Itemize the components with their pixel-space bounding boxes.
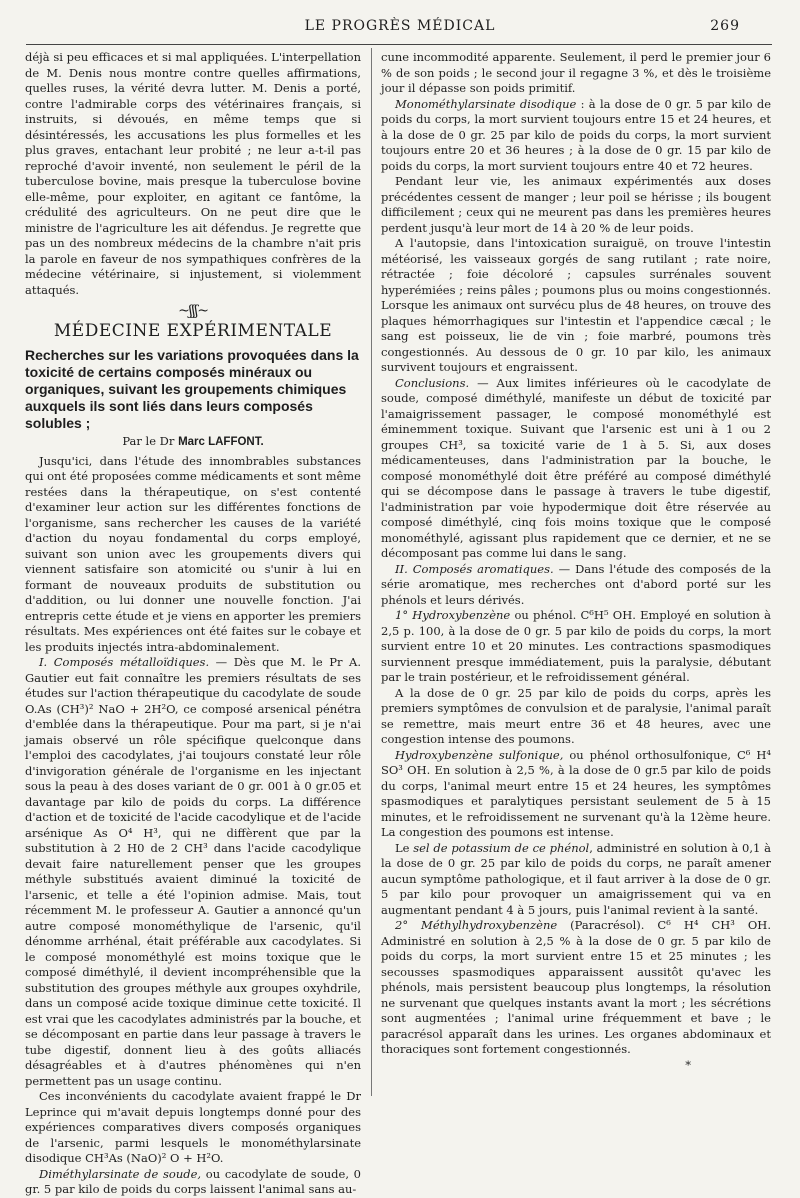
compound-label: Monométhylarsinate disodique — [395, 96, 577, 111]
ornament-divider: ~ʃʃʃ~ — [178, 303, 208, 319]
byline-prefix: Par le Dr — [122, 434, 175, 448]
paragraph-paracresol: 2° Méthylhydroxybenzène (Paracrésol). C⁶ H⁴ CH³ OH. Administré en solution à 2,5 % à la dose de 0 gr. 5 par kilo de poids du corps, la mort survient entre 15 et 25 minutes ; les secousses spasmodiques apparaissent aussitôt qu'avec les phénols, mais persistent beaucoup plus longtemps, la résolution ne survenant que quelques instants avant la mort ; les sécrétions sont augmentées ; l'animal urine fréquemment et bave ; le paracrésol apparaît dans les urines. Les organes abdominaux et thoraciques sont fortement congestionnés. — [381, 918, 771, 1056]
paragraph-aromatic: II. Composés aromatiques. — Dans l'étude des composés de la série aromatique, mes recherches ont d'abord porté sur les phénols et leurs dérivés. — [381, 561, 772, 607]
compound-label: 1° Hydroxybenzène — [395, 608, 511, 622]
compound-label: 2° Méthylhydroxybenzène — [395, 918, 558, 932]
journal-title: LE PROGRÈS MÉDICAL — [304, 18, 496, 34]
page-number: 269 — [710, 18, 740, 34]
subsection-label: II. Composés aromatiques. — [395, 561, 554, 576]
column-divider — [371, 48, 372, 1096]
paragraph-intro: Jusqu'ici, dans l'étude des innombrables substances qui ont été proposées comme médicaments et sont même restées dans la thérapeutique, on s'est contenté d'examiner leur action sur les différentes fonctions de l'organisme, sans rechercher les causes de la variété d'action du noyau fondamental du corps employé, suivant son union avec les groupements divers qui viennent satisfaire son atomicité ou s'unir à lui en formant de nouveaux produits de substitution ou d'addition, ou lui donner une nouvelle fonction. J'ai entrepris cette étude et je viens en apporter les premiers résultats. Mes expériences ont été faites sur le cobaye et les produits injectés intra-abdominalement. — [25, 453, 361, 654]
byline — [25, 434, 361, 451]
paragraph-phenol: 1° Hydroxybenzène ou phénol. C⁶H⁵ OH. Employé en solution à 2,5 p. 100, à la dose de 0 gr. 5 par kilo de poids du corps, la mort survient entre 10 et 20 minutes. Les contractions spasmodiques surviennent presque immédiatement, puis la paralysie, débutant par le train postérieur, et le refroidissement général. — [381, 608, 771, 684]
paragraph-symptoms: Pendant leur vie, les animaux expérimentés aux doses précédentes cessent de manger ; leur poil se hérisse ; ils bougent difficilement ; ceux qui ne meurent pas dans les premières heures perdent jusqu'à leur mort de 14 à 20 % de leur poids. — [381, 174, 771, 235]
paragraph-continuation: cune incommodité apparente. Seulement, il perd le premier jour 6 % de son poids ; le second jour il regagne 3 %, et dès le troisième jour il dépasse son poids primitif. — [381, 50, 771, 95]
paragraph-phenol-low-dose: A la dose de 0 gr. 25 par kilo de poids du corps, après les premiers symptômes de convulsion et de paralysie, l'animal paraît se remettre, mais meurt entre 36 et 48 heures, avec une congestion intense des poumons. — [381, 685, 771, 746]
article-title: Recherches sur les variations provoquées dans la toxicité de certains composés minéraux ou organiques, suivant les groupements chimiques auxquels ils sont liés dans leurs composés solubles ; — [25, 347, 359, 431]
compound-label: Diméthylarsinate de soude, — [39, 1166, 202, 1181]
intro-paragraph: déjà si peu efficaces et si mal appliquées. L'interpellation de M. Denis nous montre contre quelles affirmations, quelles ruses, la vérité devra lutter. M. Denis a porté, contre l'admirable corps des vétérinaires français, si instruits, si dévoués, en même temps que si désintéressés, les accusations les plus formelles et les plus graves, entachant leur probité ; ne leur a-t-il pas reproché d'avoir inventé, non seulement le péril de la tuberculose bovine, mais presque la tuberculose bovine elle-même, pour exploiter, en agitant ce fantôme, la crédulité des agriculteurs. On ne peut dire que le ministre de l'agriculture les ait défendus. Je regrette que pas un des nombreux médecins de la chambre n'ait pris la parole en faveur de nos sympathiques confrères de la médecine vétérinaire, si injustement, si violemment attaqués. — [25, 50, 361, 297]
compound-label: Hydroxybenzène sulfonique, — [395, 747, 564, 762]
subsection-label: Conclusions. — [395, 375, 470, 390]
running-header — [60, 18, 740, 38]
paragraph-conclusions: Conclusions. — Aux limites inférieures où le cacodylate de soude, composé diméthylé, manifeste un début de toxicité par l'amaigrissement passager, le composé monométhylé est éminemment toxique. Suivant que l'arsenic est uni à 1 ou 2 groupes CH³, sa toxicité varie de 1 à 5. Si, aux doses médicamenteuses, dans l'administration par la bouche, le composé monométhylé doit être préféré au composé diméthylé qui se décompose dans le passage à travers le tube digestif, l'administration par voie hypodermique doit être réservée au composé diméthylé, cinq fois moins toxique que le composé monométhylé, agissant plus rapidement que ce dernier, et ne se décomposant pas comme lui dans le sang. — [381, 375, 771, 560]
byline-author: Marc LAFFONT. — [178, 436, 264, 448]
section-title: MÉDECINE EXPÉRIMENTALE — [53, 320, 333, 341]
header-rule — [26, 44, 772, 45]
paragraph-sulfonic: Hydroxybenzène sulfonique, ou phénol orthosulfonique, C⁶ H⁴ SO³ OH. En solution à 2,5 %, à la dose de 0 gr.5 par kilo de poids du corps, l'animal meurt entre 15 et 24 heures, les symptômes spasmodiques et paralytiques persistant seulement de 5 à 15 minutes, et le refroidissement ne survenant qu'à la 12ème heure. La congestion des poumons est intense. — [381, 747, 772, 839]
paragraph-potassium-salt: Le sel de potassium de ce phénol, administré en solution à 0,1 à la dose de 0 gr. 25 par kilo de poids du corps, ne paraît amener aucun symptôme pathologique, et il faut arriver à la dose de 0 gr. 5 par kilo pour provoquer un amaigrissement qui va en augmentant pendant 4 à 5 jours, puis l'animal revient à la santé. — [381, 840, 771, 917]
subsection-label: I. Composés métalloïdiques. — [39, 655, 210, 669]
paragraph-metalloid: I. Composés métalloïdiques. — Dès que M. le Pr A. Gautier eut fait connaître les premiers résultats de ses études sur l'action thérapeutique du cacodylate de soude O.As (CH³)² NaO + 2H²O, ce composé arsenical pénétra d'emblée dans la thérapeutique. Pour ma part, si je n'ai jamais observé un rôle spécifique quelconque dans l'emploi des cacodylates, j'ai toujours constaté leur rôle d'invigoration générale de l'organisme en les injectant sous la peau à des doses variant de 0 gr. 001 à 0 gr.05 et davantage par kilo de poids du corps. La différence d'action et de toxicité de l'acide cacodylique et de l'acide arsénique As O⁴ H³, qui ne diffèrent que par la substitution à 2 H0 de 2 CH³ dans l'acide cacodylique devait faire naturellement penser que les groupes méthyle substitués avaient diminué la toxicité de l'arsenic, et telle a été l'opinion admise. Mais, tout récemment M. le professeur A. Gautier a annoncé qu'un autre composé monométhylique de l'arsenic, qu'il dénomme arrhénal, était préférable aux cacodylates. Si le composé monométhylé est moins toxique que le composé diméthylé, il devient incompréhensible que la substitution des groupes méthyle aux groupes oxyhdrile, dans un composé acide toxique diminue cette toxicité. Il est vrai que les cacodylates administrés par la bouche, et se décomposant en partie dans leur passage à travers le tube digestif, donnent lieu à des goûts alliacés désagréables et à d'autres phénomènes qui n'en permettent pas un usage continu. — [25, 655, 361, 1088]
compound-label: sel de potassium de ce phénol — [413, 840, 590, 855]
paragraph-monomethyl: Monométhylarsinate disodique : à la dose de 0 gr. 5 par kilo de poids du corps, la mort survient toujours entre 15 et 24 heures, et à la dose de 0 gr. 25 par kilo de poids du corps, la mort survient toujours entre 20 et 36 heures ; à la dose de 0 gr. 15 par kilo de poids du corps, la mort survient toujours entre 40 et 72 heures. — [381, 96, 771, 173]
right-column — [381, 50, 771, 1090]
end-mark: * — [685, 1057, 691, 1072]
left-column — [25, 50, 361, 1196]
paragraph-cacodylate: Diméthylarsinate de soude, ou cacodylate de soude, 0 gr. 5 par kilo de poids du corps laissent l'animal sans au- — [25, 1166, 361, 1196]
paragraph-autopsy: A l'autopsie, dans l'intoxication suraiguë, on trouve l'intestin météorisé, les vaisseaux gorgés de sang rutilant ; rate noire, rétractée ; foie décoloré ; capsules surrénales souvent hyperémiées ; reins pâles ; poumons plus ou moins congestionnés. Lorsque les animaux ont survécu plus de 48 heures, on trouve des plaques hémorrhagiques sur l'intestin et l'appendice cæcal ; le sang est poisseux, lie de vin ; foie marbré, poumons très congestionnés. Au dessous de 0 gr. 10 par kilo, les animaux survivent toujours et engraissent. — [381, 236, 771, 374]
paragraph-leprince: Ces inconvénients du cacodylate avaient frappé le Dr Leprince qui m'avait depuis longtemps donné pour des expériences comparatives divers composés organiques de l'arsenic, parmi lesquels le monométhylarsinate disodique CH³As (NaO)² O + H²O. — [25, 1089, 361, 1165]
